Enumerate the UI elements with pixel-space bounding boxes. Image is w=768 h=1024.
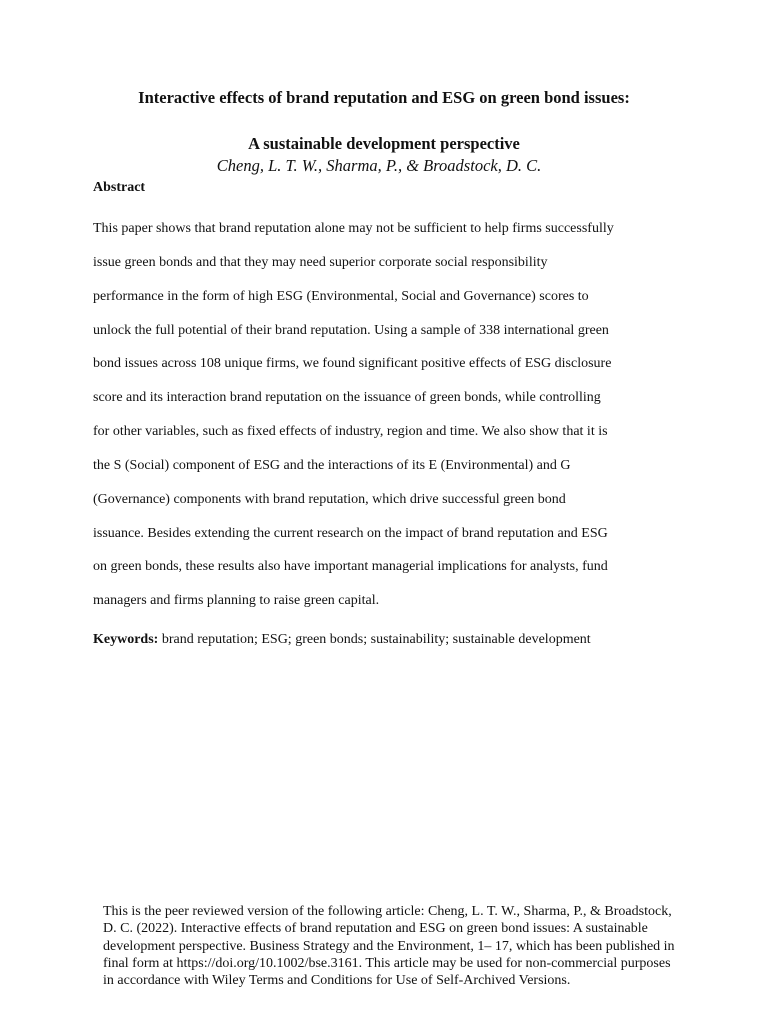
abstract-line: unlock the full potential of their brand reputation. Using a sample of 338 international green — [93, 322, 609, 338]
keywords-text: brand reputation; ESG; green bonds; sustainability; sustainable development — [161, 632, 591, 647]
notice-line: final form at https://doi.org/10.1002/bse.3161. This article may be used for non-commercial purposes — [103, 955, 671, 971]
abstract-line: performance in the form of high ESG (Environmental, Social and Governance) scores to — [93, 288, 589, 304]
notice-line: This is the peer reviewed version of the following article: Cheng, L. T. W., Sharma, P., & Broadstock, — [103, 904, 672, 919]
copyright-notice — [103, 903, 743, 989]
notice-line: development perspective. Business Strategy and the Environment, 1– 17, which has been published in — [103, 938, 675, 954]
paper-title-line-1: Interactive effects of brand reputation and ESG on green bond issues: — [138, 88, 630, 107]
abstract-line: for other variables, such as fixed effects of industry, region and time. We also show that it is — [93, 424, 608, 440]
abstract-line: bond issues across 108 unique firms, we found significant positive effects of ESG disclosure — [93, 356, 612, 372]
paper-title-line-2: A sustainable development perspective — [248, 134, 520, 153]
abstract-heading: Abstract — [93, 180, 146, 195]
abstract-line: (Governance) components with brand reputation, which drive successful green bond — [93, 491, 566, 507]
abstract-line: the S (Social) component of ESG and the interactions of its E (Environmental) and G — [93, 457, 571, 473]
notice-line: D. C. (2022). Interactive effects of brand reputation and ESG on green bond issues: A sustainable — [103, 921, 648, 937]
abstract-line: on green bonds, these results also have important managerial implications for analysts, fund — [93, 559, 608, 575]
abstract-line: issue green bonds and that they may need superior corporate social responsibility — [93, 254, 548, 270]
abstract-line: issuance. Besides extending the current research on the impact of brand reputation and ESG — [93, 525, 608, 541]
abstract-line: score and its interaction brand reputation on the issuance of green bonds, while controlling — [93, 390, 601, 406]
notice-line: in accordance with Wiley Terms and Conditions for Use of Self-Archived Versions. — [103, 973, 571, 989]
abstract-line: This paper shows that brand reputation alone may not be sufficient to help firms successfully — [93, 221, 614, 236]
paper-authors: Cheng, L. T. W., Sharma, P., & Broadstock, D. C. — [216, 156, 542, 175]
keywords-label: Keywords: — [93, 632, 159, 647]
abstract-line: managers and firms planning to raise green capital. — [93, 593, 380, 609]
keywords — [93, 630, 591, 650]
abstract-body — [93, 219, 693, 625]
